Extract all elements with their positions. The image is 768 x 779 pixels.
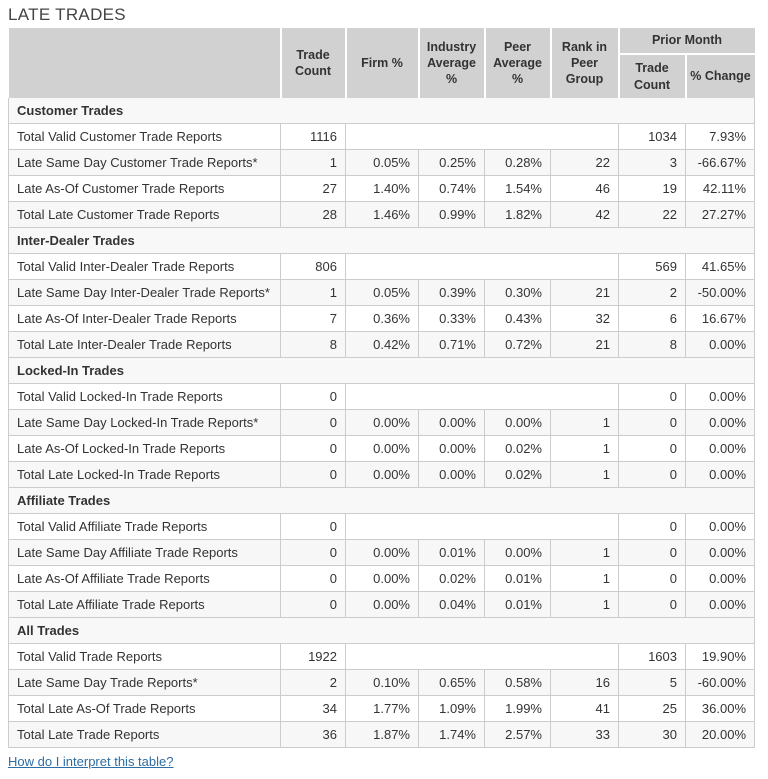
trade-count-cell: 0 xyxy=(281,462,346,488)
prior-trade-count-cell: 6 xyxy=(619,306,686,332)
col-firm-pct: Firm % xyxy=(346,28,419,98)
section-header-row xyxy=(9,618,755,644)
rank-cell: 16 xyxy=(551,670,619,696)
rank-cell: 1 xyxy=(551,592,619,618)
prior-trade-count-cell: 19 xyxy=(619,176,686,202)
table-row xyxy=(9,124,755,150)
table-row xyxy=(9,514,755,540)
firm-pct-cell: 0.10% xyxy=(346,670,419,696)
section-header-row xyxy=(9,98,755,124)
trade-count-cell: 0 xyxy=(281,566,346,592)
table-row xyxy=(9,150,755,176)
table-row xyxy=(9,696,755,722)
row-label-cell: Total Late Inter-Dealer Trade Reports xyxy=(9,332,281,358)
trade-count-cell: 0 xyxy=(281,540,346,566)
row-label-cell: Late As-Of Inter-Dealer Trade Reports xyxy=(9,306,281,332)
industry-avg-cell: 0.25% xyxy=(419,150,485,176)
trade-count-cell: 7 xyxy=(281,306,346,332)
industry-avg-cell: 0.04% xyxy=(419,592,485,618)
row-label-cell: Total Late As-Of Trade Reports xyxy=(9,696,281,722)
prior-trade-count-cell: 0 xyxy=(619,462,686,488)
firm-pct-cell: 0.00% xyxy=(346,410,419,436)
peer-avg-cell: 0.01% xyxy=(485,566,551,592)
rank-cell: 21 xyxy=(551,332,619,358)
rank-cell: 1 xyxy=(551,410,619,436)
col-industry-average: Industry Average % xyxy=(419,28,485,98)
trade-count-cell: 806 xyxy=(281,254,346,280)
row-label-cell: Total Valid Locked-In Trade Reports xyxy=(9,384,281,410)
prior-pct-change-cell: 0.00% xyxy=(686,566,755,592)
row-label-cell: Late Same Day Trade Reports* xyxy=(9,670,281,696)
table-row xyxy=(9,592,755,618)
peer-avg-cell: 0.72% xyxy=(485,332,551,358)
firm-pct-cell: 0.00% xyxy=(346,592,419,618)
table-body xyxy=(9,98,755,748)
peer-avg-cell: 0.02% xyxy=(485,462,551,488)
prior-trade-count-cell: 0 xyxy=(619,514,686,540)
row-label-cell: Late As-Of Customer Trade Reports xyxy=(9,176,281,202)
row-label-cell: Late As-Of Locked-In Trade Reports xyxy=(9,436,281,462)
table-row xyxy=(9,384,755,410)
prior-pct-change-cell: 0.00% xyxy=(686,410,755,436)
row-label-cell: Total Late Locked-In Trade Reports xyxy=(9,462,281,488)
peer-avg-cell: 0.30% xyxy=(485,280,551,306)
section-title: Locked-In Trades xyxy=(9,358,755,384)
trade-count-cell: 8 xyxy=(281,332,346,358)
table-row xyxy=(9,462,755,488)
table-row xyxy=(9,670,755,696)
table-row xyxy=(9,436,755,462)
rank-cell: 1 xyxy=(551,436,619,462)
industry-avg-cell: 0.74% xyxy=(419,176,485,202)
industry-avg-cell: 0.02% xyxy=(419,566,485,592)
prior-pct-change-cell: 36.00% xyxy=(686,696,755,722)
trade-count-cell: 36 xyxy=(281,722,346,748)
prior-pct-change-cell: -60.00% xyxy=(686,670,755,696)
prior-pct-change-cell: 0.00% xyxy=(686,332,755,358)
section-title: Customer Trades xyxy=(9,98,755,124)
merged-blank-cell xyxy=(346,644,619,670)
row-label-cell: Total Valid Affiliate Trade Reports xyxy=(9,514,281,540)
prior-trade-count-cell: 569 xyxy=(619,254,686,280)
col-trade-count: Trade Count xyxy=(281,28,346,98)
peer-avg-cell: 1.82% xyxy=(485,202,551,228)
prior-pct-change-cell: -66.67% xyxy=(686,150,755,176)
trade-count-cell: 0 xyxy=(281,384,346,410)
prior-trade-count-cell: 2 xyxy=(619,280,686,306)
prior-pct-change-cell: 0.00% xyxy=(686,540,755,566)
row-label-cell: Total Valid Trade Reports xyxy=(9,644,281,670)
col-group-prior-month: Prior Month xyxy=(619,28,755,54)
row-label-cell: Total Late Trade Reports xyxy=(9,722,281,748)
page-title: LATE TRADES xyxy=(8,5,126,24)
rank-cell: 33 xyxy=(551,722,619,748)
peer-avg-cell: 0.01% xyxy=(485,592,551,618)
prior-trade-count-cell: 30 xyxy=(619,722,686,748)
rank-cell: 42 xyxy=(551,202,619,228)
industry-avg-cell: 0.00% xyxy=(419,462,485,488)
prior-trade-count-cell: 0 xyxy=(619,410,686,436)
row-label-cell: Total Late Affiliate Trade Reports xyxy=(9,592,281,618)
firm-pct-cell: 1.46% xyxy=(346,202,419,228)
industry-avg-cell: 0.99% xyxy=(419,202,485,228)
industry-avg-cell: 1.09% xyxy=(419,696,485,722)
col-row-labels xyxy=(9,28,281,98)
interpret-table-link[interactable]: How do I interpret this table? xyxy=(8,754,174,769)
row-label-cell: Total Valid Inter-Dealer Trade Reports xyxy=(9,254,281,280)
trade-count-cell: 1 xyxy=(281,150,346,176)
merged-blank-cell xyxy=(346,124,619,150)
prior-pct-change-cell: 19.90% xyxy=(686,644,755,670)
trade-count-cell: 0 xyxy=(281,514,346,540)
row-label-cell: Late Same Day Locked-In Trade Reports* xyxy=(9,410,281,436)
table-row xyxy=(9,306,755,332)
trade-count-cell: 27 xyxy=(281,176,346,202)
trade-count-cell: 0 xyxy=(281,592,346,618)
trade-count-cell: 1922 xyxy=(281,644,346,670)
peer-avg-cell: 0.02% xyxy=(485,436,551,462)
section-title: Inter-Dealer Trades xyxy=(9,228,755,254)
col-peer-average: Peer Average % xyxy=(485,28,551,98)
industry-avg-cell: 0.00% xyxy=(419,436,485,462)
prior-pct-change-cell: 0.00% xyxy=(686,592,755,618)
table-row xyxy=(9,722,755,748)
prior-pct-change-cell: 42.11% xyxy=(686,176,755,202)
section-header-row xyxy=(9,358,755,384)
industry-avg-cell: 0.65% xyxy=(419,670,485,696)
firm-pct-cell: 0.05% xyxy=(346,280,419,306)
prior-trade-count-cell: 22 xyxy=(619,202,686,228)
section-title: Affiliate Trades xyxy=(9,488,755,514)
prior-pct-change-cell: -50.00% xyxy=(686,280,755,306)
row-label-cell: Late As-Of Affiliate Trade Reports xyxy=(9,566,281,592)
rank-cell: 21 xyxy=(551,280,619,306)
prior-trade-count-cell: 0 xyxy=(619,540,686,566)
table-row xyxy=(9,410,755,436)
prior-trade-count-cell: 3 xyxy=(619,150,686,176)
merged-blank-cell xyxy=(346,384,619,410)
prior-pct-change-cell: 20.00% xyxy=(686,722,755,748)
rank-cell: 1 xyxy=(551,540,619,566)
peer-avg-cell: 1.54% xyxy=(485,176,551,202)
row-label-cell: Total Valid Customer Trade Reports xyxy=(9,124,281,150)
table-row xyxy=(9,332,755,358)
firm-pct-cell: 1.87% xyxy=(346,722,419,748)
industry-avg-cell: 1.74% xyxy=(419,722,485,748)
trade-count-cell: 2 xyxy=(281,670,346,696)
firm-pct-cell: 0.00% xyxy=(346,540,419,566)
prior-trade-count-cell: 0 xyxy=(619,384,686,410)
rank-cell: 22 xyxy=(551,150,619,176)
row-label-cell: Late Same Day Inter-Dealer Trade Reports* xyxy=(9,280,281,306)
industry-avg-cell: 0.71% xyxy=(419,332,485,358)
table-row xyxy=(9,566,755,592)
merged-blank-cell xyxy=(346,254,619,280)
prior-pct-change-cell: 0.00% xyxy=(686,514,755,540)
row-label-cell: Late Same Day Affiliate Trade Reports xyxy=(9,540,281,566)
row-label-cell: Total Late Customer Trade Reports xyxy=(9,202,281,228)
table-header xyxy=(9,28,755,98)
peer-avg-cell: 0.28% xyxy=(485,150,551,176)
prior-trade-count-cell: 1034 xyxy=(619,124,686,150)
rank-cell: 41 xyxy=(551,696,619,722)
industry-avg-cell: 0.01% xyxy=(419,540,485,566)
trade-count-cell: 28 xyxy=(281,202,346,228)
prior-trade-count-cell: 25 xyxy=(619,696,686,722)
peer-avg-cell: 1.99% xyxy=(485,696,551,722)
merged-blank-cell xyxy=(346,514,619,540)
table-row xyxy=(9,280,755,306)
rank-cell: 1 xyxy=(551,462,619,488)
peer-avg-cell: 0.00% xyxy=(485,540,551,566)
col-rank-in-peer-group: Rank in Peer Group xyxy=(551,28,619,98)
trade-count-cell: 0 xyxy=(281,410,346,436)
peer-avg-cell: 0.43% xyxy=(485,306,551,332)
col-prior-trade-count: Trade Count xyxy=(619,54,686,98)
prior-trade-count-cell: 0 xyxy=(619,566,686,592)
firm-pct-cell: 0.00% xyxy=(346,566,419,592)
late-trades-table xyxy=(8,28,755,748)
row-label-cell: Late Same Day Customer Trade Reports* xyxy=(9,150,281,176)
section-header-row xyxy=(9,228,755,254)
trade-count-cell: 1 xyxy=(281,280,346,306)
prior-pct-change-cell: 41.65% xyxy=(686,254,755,280)
trade-count-cell: 34 xyxy=(281,696,346,722)
section-title: All Trades xyxy=(9,618,755,644)
table-row xyxy=(9,202,755,228)
industry-avg-cell: 0.00% xyxy=(419,410,485,436)
table-row xyxy=(9,540,755,566)
prior-trade-count-cell: 0 xyxy=(619,436,686,462)
prior-pct-change-cell: 27.27% xyxy=(686,202,755,228)
table-row xyxy=(9,254,755,280)
trade-count-cell: 1116 xyxy=(281,124,346,150)
rank-cell: 46 xyxy=(551,176,619,202)
prior-pct-change-cell: 7.93% xyxy=(686,124,755,150)
section-header-row xyxy=(9,488,755,514)
industry-avg-cell: 0.39% xyxy=(419,280,485,306)
peer-avg-cell: 0.00% xyxy=(485,410,551,436)
firm-pct-cell: 1.40% xyxy=(346,176,419,202)
peer-avg-cell: 2.57% xyxy=(485,722,551,748)
industry-avg-cell: 0.33% xyxy=(419,306,485,332)
prior-trade-count-cell: 5 xyxy=(619,670,686,696)
col-prior-pct-change: % Change xyxy=(686,54,755,98)
firm-pct-cell: 1.77% xyxy=(346,696,419,722)
prior-pct-change-cell: 16.67% xyxy=(686,306,755,332)
table-row xyxy=(9,176,755,202)
peer-avg-cell: 0.58% xyxy=(485,670,551,696)
prior-pct-change-cell: 0.00% xyxy=(686,436,755,462)
firm-pct-cell: 0.00% xyxy=(346,462,419,488)
trade-count-cell: 0 xyxy=(281,436,346,462)
firm-pct-cell: 0.00% xyxy=(346,436,419,462)
prior-pct-change-cell: 0.00% xyxy=(686,384,755,410)
prior-trade-count-cell: 1603 xyxy=(619,644,686,670)
firm-pct-cell: 0.36% xyxy=(346,306,419,332)
prior-trade-count-cell: 8 xyxy=(619,332,686,358)
rank-cell: 32 xyxy=(551,306,619,332)
prior-pct-change-cell: 0.00% xyxy=(686,462,755,488)
rank-cell: 1 xyxy=(551,566,619,592)
table-row xyxy=(9,644,755,670)
firm-pct-cell: 0.05% xyxy=(346,150,419,176)
prior-trade-count-cell: 0 xyxy=(619,592,686,618)
firm-pct-cell: 0.42% xyxy=(346,332,419,358)
